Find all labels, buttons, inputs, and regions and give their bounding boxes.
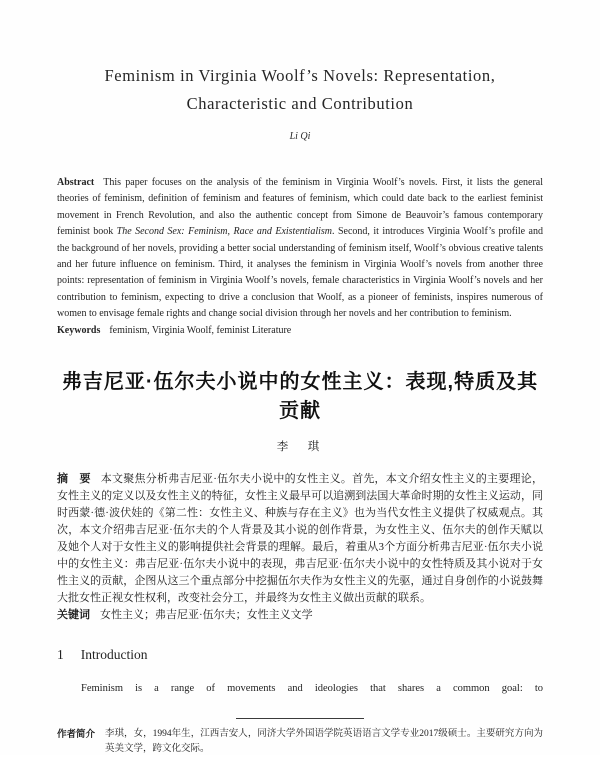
paper-title-zh: 弗吉尼亚·伍尔夫小说中的女性主义：表现,特质及其贡献	[61, 371, 539, 423]
section-heading-introduction	[57, 647, 543, 663]
abstract-zh-label: 摘 要	[57, 473, 91, 486]
abstract-text-before: This paper focuses on the analysis of the feminism in Virginia Woolf’s novels. First, it lists the general theories of feminism, definition of feminism and features of feminism, which could date back to the earliest feminist movement in French Revolution, and also the authentic concept from Simone de Beauvoir’s famous contemporary feminist book	[57, 177, 543, 238]
abstract-en	[57, 175, 543, 323]
abstract-zh-text: 本文聚焦分析弗吉尼亚·伍尔夫小说中的女性主义。首先，本文介绍女性主义的主要理论，女性主义的定义以及女性主义的特征，女性主义最早可以追溯到法国大革命时期的女性主义运动，同时西蒙·德·波伏娃的《第二性：女性主义、种族与存在主义》也为当代女性主义提供了权威观点。其次，本文介绍弗吉尼亚·伍尔夫的个人背景及其小说的创作背景，为女性主义、伍尔夫的创作天赋以及她个人对于女性主义的影响提供社会背景的理解。最后，着重从3个方面分析弗吉尼亚·伍尔夫小说中的女性主义：弗吉尼亚·伍尔夫小说中的表现，弗吉尼亚·伍尔夫小说中的女性特质及其小说对于女性主义的贡献，企图从这三个重点部分中挖掘伍尔夫作为女性主义的先驱，通过自身创作的小说鼓舞大批女性正视女性权利，改变社会分工，并最终为女性主义做出贡献的联系。	[57, 473, 544, 605]
abstract-label: Abstract	[57, 177, 95, 188]
paper-title-en: Feminism in Virginia Woolf’s Novels: Representation, Characteristic and Contribution	[104, 66, 496, 113]
author-en: Li Qi	[289, 131, 311, 142]
keywords-zh-label: 关键词	[57, 609, 90, 622]
author-zh: 李 琪	[276, 441, 324, 454]
footnote-label: 作者简介	[57, 729, 96, 741]
book-title: The Second Sex: Feminism, Race and Existentialism	[116, 226, 332, 238]
abstract-text-after: . Second, it introduces Virginia Woolf’s profile and the background of her novels, providing a better social understanding of feminism itself, Woolf’s obvious creative talents and her future influence on feminism. Third, it analyses the feminism in Virginia Woolf’s novels from another three points: representation of feminism in Virginia Woolf’s novels, female characteristics in Virginia Woolf’s novels and her contribution to feminism, expecting to drive a conclusion that Woolf, as a pioneer of feminists, inspires numerous of women to envisage female rights and change social division through her novels and her contribution to feminism.	[57, 226, 543, 320]
keywords-zh	[57, 607, 543, 624]
keywords-zh-text: 女性主义；弗吉尼亚·伍尔夫；女性主义文学	[100, 609, 313, 622]
author-bio-footnote	[57, 727, 543, 757]
intro-paragraph: Feminism is a range of movements and ideologies that shares a common goal: to	[81, 683, 543, 695]
footnote-text: 李琪，女，1994年生，江西吉安人，同济大学外国语学院英语语言文学专业2017级硕士。主要研究方向为英美文学，跨文化交际。	[105, 729, 543, 755]
keywords-label: Keywords	[57, 324, 101, 336]
keywords-text: feminism, Virginia Woolf, feminist Literature	[109, 324, 292, 336]
abstract-zh	[57, 471, 543, 607]
section-title: Introduction	[80, 647, 148, 663]
footnote-divider	[236, 718, 364, 719]
section-number: 1	[57, 647, 64, 663]
keywords-en	[57, 323, 543, 339]
